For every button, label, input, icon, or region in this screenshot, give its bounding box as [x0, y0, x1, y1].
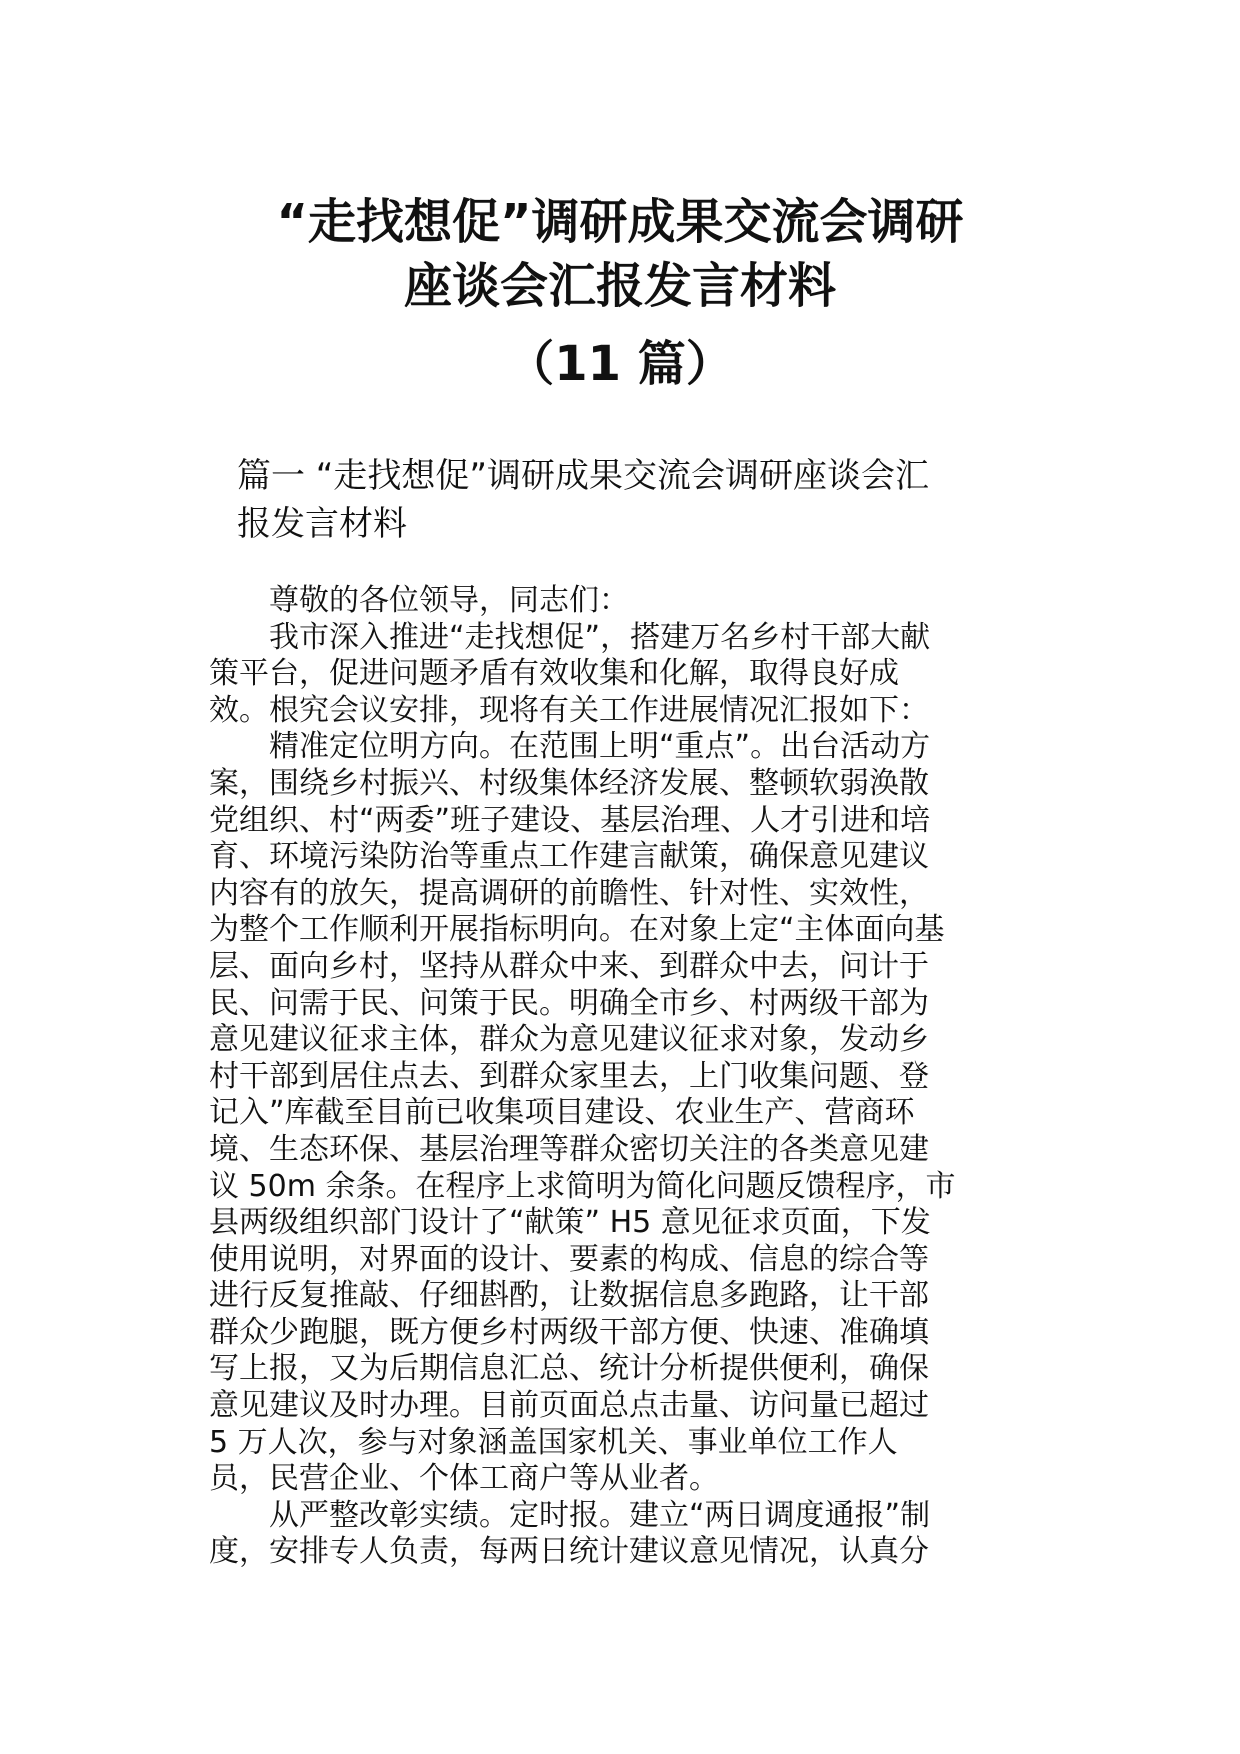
body-line: 效。根究会议安排，现将有关工作进展情况汇报如下： — [209, 692, 929, 728]
body-line: 为整个工作顺利开展指标明向。在对象上定“主体面向基 — [209, 912, 945, 948]
body-line: 群众少跑腿，既方便乡村两级干部方便、快速、准确填 — [209, 1314, 929, 1350]
body-line: 从严整改彰实绩。定时报。建立“两日调度通报”制 — [269, 1497, 931, 1533]
document-title — [150, 190, 1090, 396]
title-line-2: 座谈会汇报发言材料 — [403, 258, 836, 314]
body-line: 意见建议及时办理。目前页面总点击量、访问量已超过 — [209, 1388, 929, 1424]
body-line: 度，安排专人负责，每两日统计建议意见情况，认真分 — [209, 1534, 929, 1570]
body-line: 育、环境污染防治等重点工作建言献策，确保意见建议 — [209, 839, 929, 875]
body-line: 案，围绕乡村振兴、村级集体经济发展、整顿软弱涣散 — [209, 765, 929, 801]
body-line: 党组织、村“两委”班子建设、基层治理、人才引进和培 — [209, 802, 931, 838]
body-line: 意见建议征求主体，群众为意见建议征求对象，发动乡 — [209, 1022, 929, 1058]
body-line: 村干部到居住点去、到群众家里去，上门收集问题、登 — [209, 1058, 929, 1094]
body-line: 写上报，又为后期信息汇总、统计分析提供便利，确保 — [209, 1351, 929, 1387]
body-text — [209, 583, 1039, 1571]
title-line-3: （11 篇） — [506, 336, 734, 392]
salutation-line: 尊敬的各位领导，同志们： — [269, 583, 629, 618]
body-line: 5 万人次，参与对象涵盖国家机关、事业单位工作人 — [209, 1424, 898, 1460]
body-line: 民、问需于民、问策于民。明确全市乡、村两级干部为 — [209, 985, 929, 1021]
body-line: 进行反复推敲、仔细斟酌，让数据信息多跑路，让干部 — [209, 1278, 929, 1314]
body-line: 境、生态环保、基层治理等群众密切关注的各类意见建 — [209, 1131, 929, 1167]
body-line: 我市深入推进“走找想促”，搭建万名乡村干部大献 — [269, 619, 931, 655]
body-line: 使用说明，对界面的设计、要素的构成、信息的综合等 — [209, 1241, 929, 1277]
section-heading-line-2: 报发言材料 — [237, 504, 407, 544]
body-line: 记入”库截至目前已收集项目建设、农业生产、营商环 — [209, 1095, 915, 1131]
body-line: 员，民营企业、个体工商户等从业者。 — [209, 1461, 719, 1497]
body-line: 精准定位明方向。在范围上明“重点”。出台活动方 — [269, 729, 931, 765]
body-line: 议 50m 余条。在程序上求简明为简化问题反馈程序，市 — [209, 1168, 956, 1204]
body-line: 策平台，促进问题矛盾有效收集和化解，取得良好成 — [209, 656, 899, 692]
section-heading-line-1: 篇一 “走找想促”调研成果交流会调研座谈会汇 — [237, 456, 930, 496]
body-line: 县两级组织部门设计了“献策” H5 意见征求页面，下发 — [209, 1205, 931, 1241]
body-line: 层、面向乡村，坚持从群众中来、到群众中去，问计于 — [209, 948, 929, 984]
body-line: 内容有的放矢，提高调研的前瞻性、针对性、实效性， — [209, 875, 929, 911]
section-heading — [237, 452, 1027, 548]
title-line-1: “走找想促”调研成果交流会调研 — [276, 194, 964, 250]
